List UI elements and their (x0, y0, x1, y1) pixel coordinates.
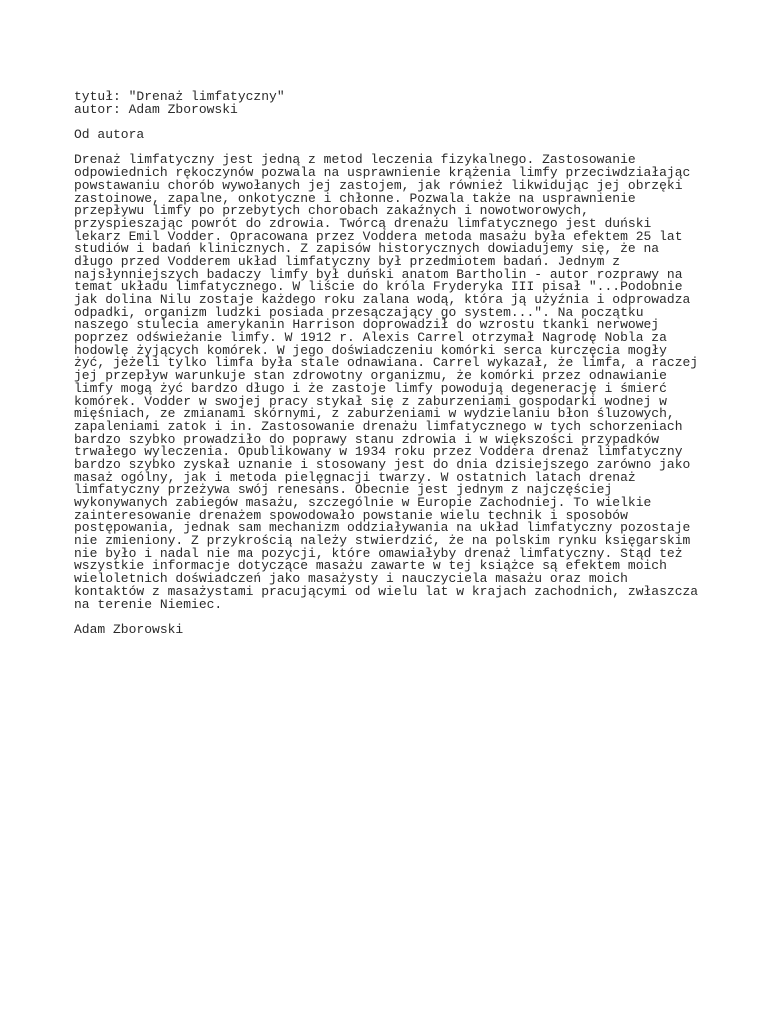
body-line: komórek. Vodder w swojej pracy stykał się z zaburzeniami gospodarki wodnej w (74, 393, 667, 409)
body-line: naszego stulecia amerykanin Harrison doprowadził do wzrostu tkanki nerwowej (74, 317, 660, 333)
body-line: przepływu limfy po przebytych chorobach zakaźnych i nowotworowych, (74, 203, 589, 219)
body-line: zastoinowe, zapalne, onkotyczne i chłonne. Pozwala także na usprawnienie (74, 190, 636, 206)
document-page (74, 91, 734, 637)
body-line: limfatyczny przeżywa swój renesans. Obecnie jest jednym z najczęściej (74, 482, 613, 498)
body-line: nie było i nadal nie ma pozycji, które omawiałyby drenaż limfatyczny. Stąd też (74, 545, 683, 561)
body-line: przyspieszając powrót do zdrowia. Twórcą drenażu limfatycznego jest duński (74, 215, 652, 231)
body-line: bardzo szybko prowadziło do poprawy stanu zdrowia i w większości przypadków (74, 431, 660, 447)
body-line: jej przepływ warunkuje stan zdrowotny organizmu, że komórki przez odnawianie (74, 368, 667, 384)
body-line: masaż ogólny, jak i metoda pielęgnacji twarzy. W ostatnich latach drenaż (74, 469, 636, 485)
body-line: trwałego wyleczenia. Opublikowany w 1934 roku przez Voddera drenaż limfatyczny (74, 444, 683, 460)
body-line: postępowania, jednak sam mechanizm oddziaływania na układ limfatyczny pozostaje (74, 520, 691, 536)
body-line: powstawaniu chorób wywołanych jej zastojem, jak również likwidując jej obrzęki (74, 177, 683, 193)
body-line: wieloletnich doświadczeń jako masażysty i nauczyciela masażu oraz moich (74, 571, 628, 587)
section-heading: Od autora (74, 127, 145, 143)
body-line: zainteresowanie drenażem spowodowało powstanie wielu technik i sposobów (74, 507, 628, 523)
body-line: hodowlę żyjących komórek. W jego doświadczeniu komórki serca kurczęcia mogły (74, 342, 667, 358)
body-line: kontaktów z masażystami pracującymi od wielu lat w krajach zachodnich, zwłaszcza (74, 583, 699, 599)
body-line: bardzo szybko zyskał uznanie i stosowany jest do dnia dzisiejszego zarówno jako (74, 456, 691, 472)
body-line: poprzez odświeżanie limfy. W 1912 r. Alexis Carrel otrzymał Nagrodę Nobla za (74, 330, 667, 346)
body-line: długo przed Vodderem układ limfatyczny był przedmiotem badań. Jednym z (74, 253, 621, 269)
body-line: lekarz Emil Vodder. Opracowana przez Voddera metoda masażu była efektem 25 lat (74, 228, 683, 244)
body-line: nie zmieniony. Z przykrością należy stwierdzić, że na polskim rynku księgarskim (74, 533, 691, 549)
body-line: na terenie Niemiec. (74, 596, 223, 612)
body-line: jak dolina Nilu zostaje każdego roku zalana wodą, która ją użyźnia i odprowadza (74, 292, 691, 307)
title-line: tytuł: "Drenaż limfatyczny" (74, 89, 285, 104)
body-line: wykonywanych zabiegów masażu, szczególnie w Europie Zachodniej. To wielkie (74, 495, 652, 510)
body-line: mięśniach, ze zmianami skórnymi, z zaburzeniami w wydzielaniu błon śluzowych, (74, 406, 675, 422)
body-line: wszystkie informacje dotyczące masażu zawarte w tej książce są efektem moich (74, 558, 667, 574)
body-line: temat układu limfatycznego. W liście do króla Fryderyka III pisał "...Podobnie (74, 279, 683, 295)
body-line: studiów i badań klinicznych. Z zapisów historycznych dowiadujemy się, że na (74, 241, 660, 257)
signature: Adam Zborowski (74, 621, 184, 637)
body-paragraph (74, 154, 734, 611)
spacer (74, 116, 734, 129)
body-line: limfy mogą żyć bardzo długo i że zastoje limfy powodują degenerację i śmierć (74, 380, 667, 396)
body-line: Drenaż limfatyczny jest jedną z metod leczenia fizykalnego. Zastosowanie (74, 152, 636, 168)
body-line: odpadki, organizm ludzki posiada przesączający go system...". Na początku (74, 304, 644, 320)
body-line: zapaleniami zatok i in. Zastosowanie drenażu limfatycznego w tych schorzeniach (74, 418, 683, 434)
author-line: autor: Adam Zborowski (74, 101, 238, 117)
body-line: najsłynniejszych badaczy limfy był duński anatom Bartholin - autor rozprawy na (74, 266, 683, 282)
body-line: odpowiednich rękoczynów pozwala na usprawnienie krążenia limfy przeciwdziałając (74, 165, 691, 181)
body-line: żyć, jeżeli tylko limfa była stale odnawiana. Carrel wykazał, że limfa, a raczej (74, 355, 699, 371)
